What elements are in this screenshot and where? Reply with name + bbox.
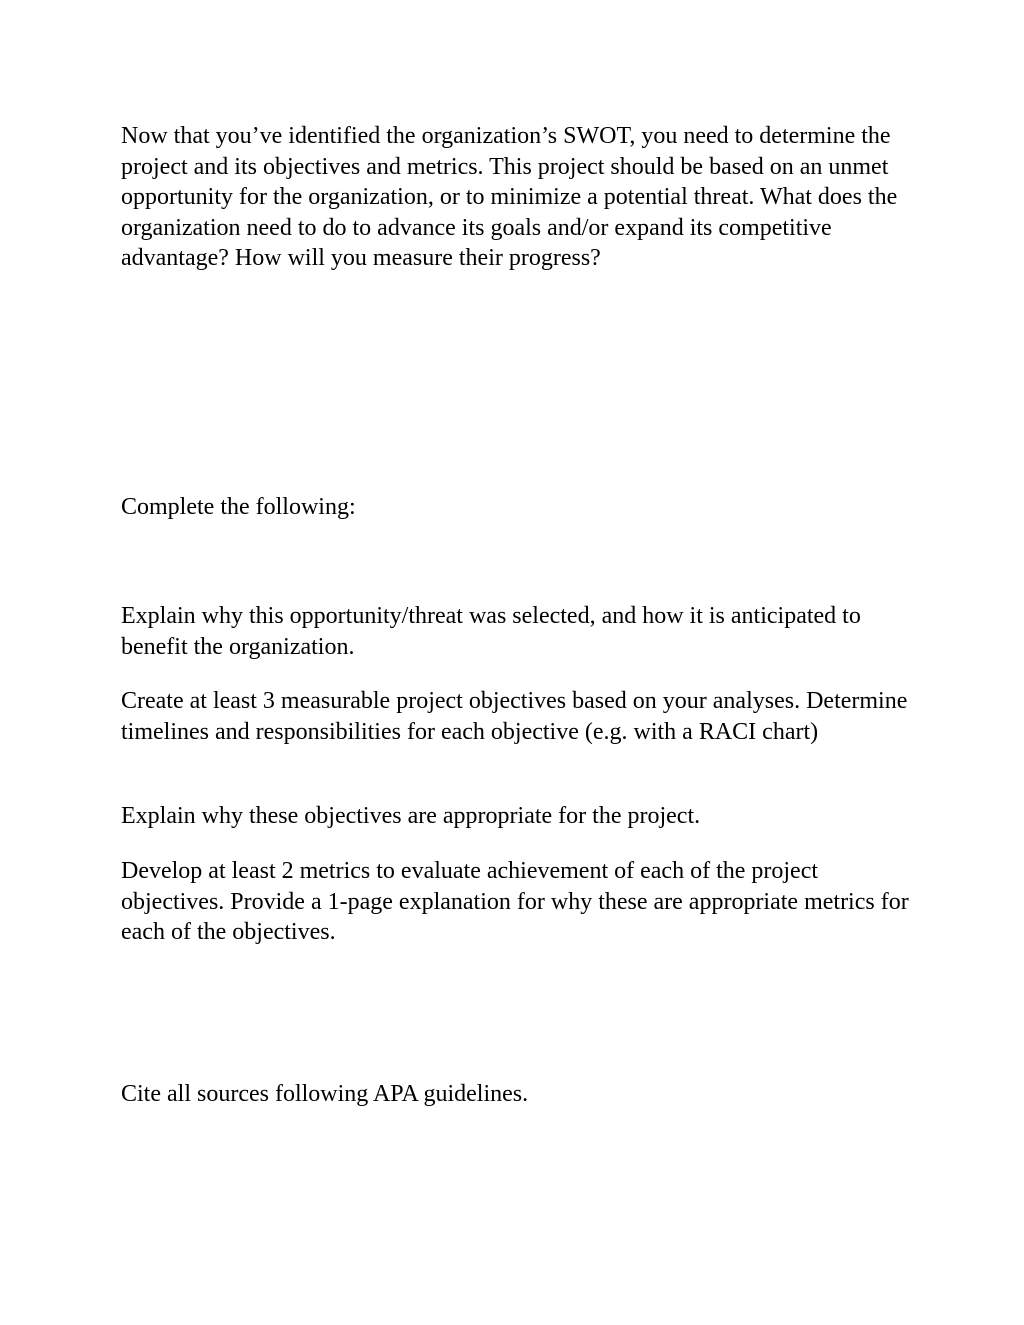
citation-instruction: Cite all sources following APA guidelines.	[121, 1081, 529, 1107]
instruction-develop-metrics: Develop at least 2 metrics to evaluate achievement of each of the project objectives. Provide a 1-page explanation for why these are appropriate metrics for each of the objectives.	[121, 858, 909, 945]
instruction-explain-objectives: Explain why these objectives are appropriate for the project.	[121, 803, 701, 829]
instruction-create-objectives: Create at least 3 measurable project objectives based on your analyses. Determine timelines and responsibilities for each objective (e.g. with a RACI chart)	[121, 688, 908, 745]
instruction-explain-selection: Explain why this opportunity/threat was selected, and how it is anticipated to benefit the organization.	[121, 603, 861, 660]
intro-paragraph: Now that you’ve identified the organization’s SWOT, you need to determine the project and its objectives and metrics. This project should be based on an unmet opportunity for the organization, or to minimize a potential threat. What does the organization need to do to advance its goals and/or expand its competitive advantage? How will you measure their progress?	[121, 123, 898, 271]
complete-heading: Complete the following:	[121, 494, 356, 520]
